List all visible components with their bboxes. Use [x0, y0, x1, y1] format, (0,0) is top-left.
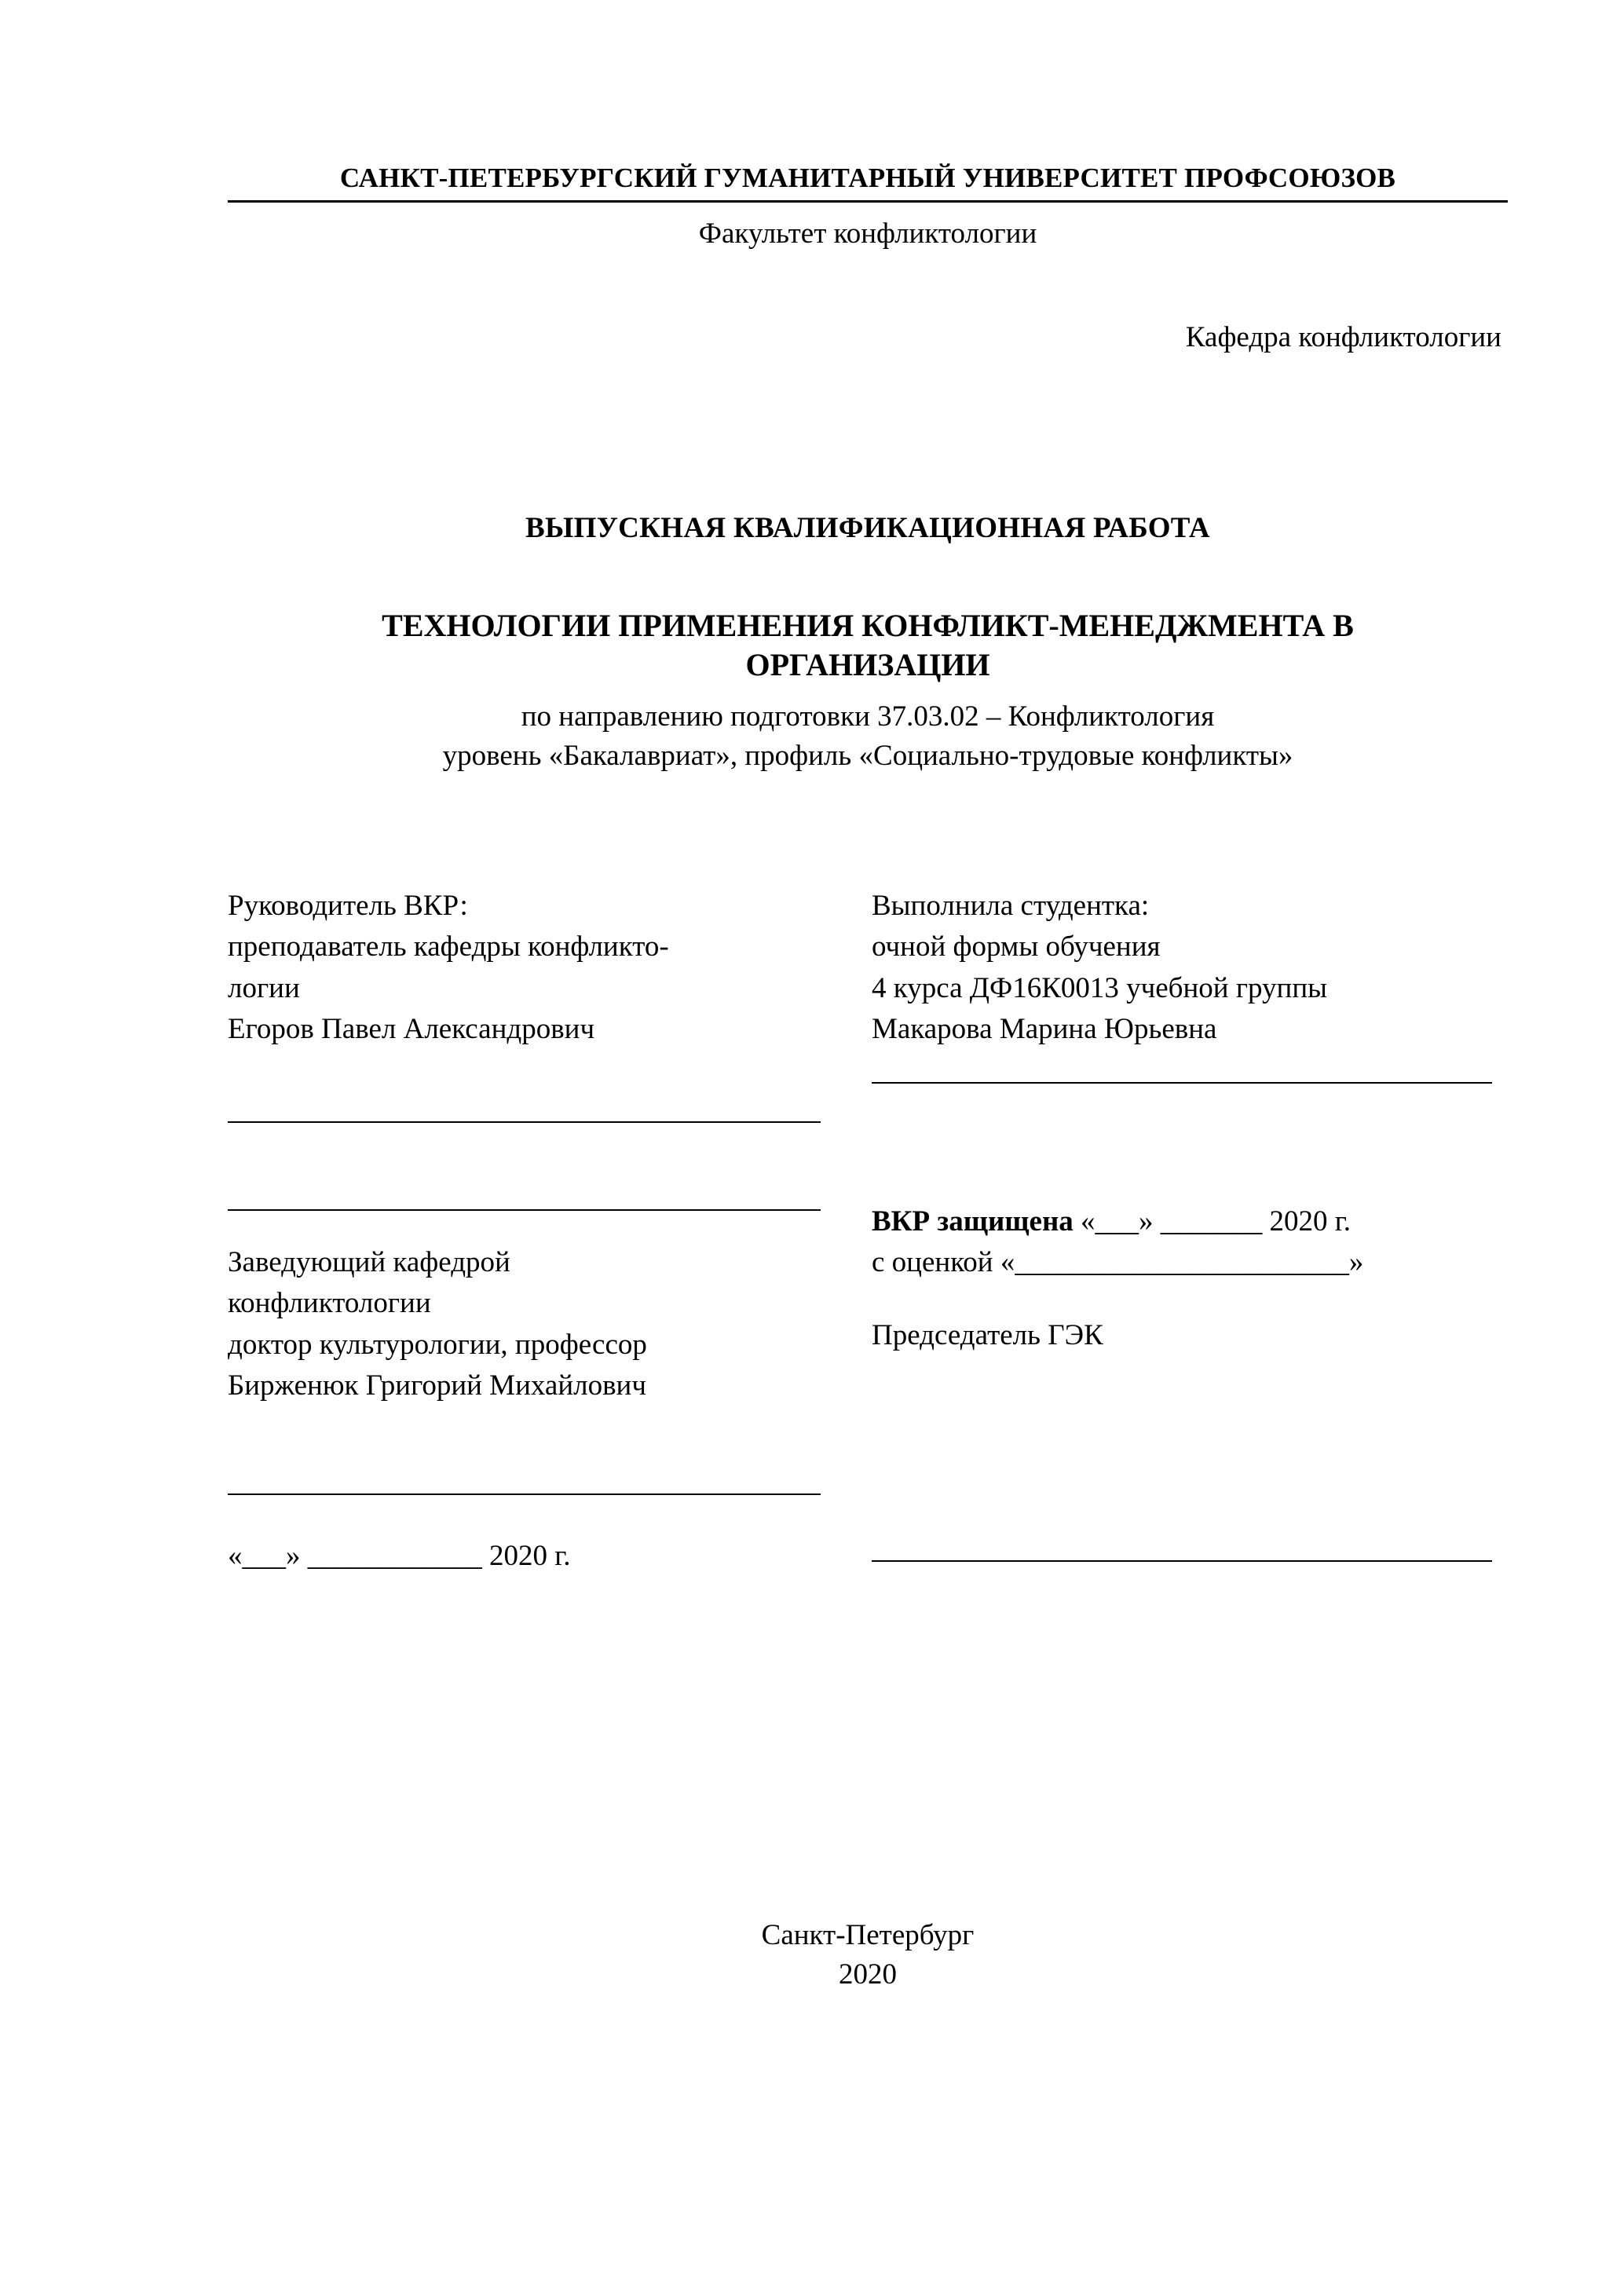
header-divider — [228, 200, 1508, 203]
supervisor-name: Егоров Павел Александрович — [228, 1013, 595, 1046]
supervisor-role-label: Руководитель ВКР: — [228, 889, 468, 922]
student-label: Выполнила студентка: — [872, 889, 1150, 922]
supervisor-position-line-1: преподаватель кафедры конфликто- — [228, 930, 669, 963]
defense-label: ВКР защищена — [872, 1205, 1074, 1238]
supervisor-position-line-2: логии — [228, 971, 300, 1004]
footer-year: 2020 — [839, 1958, 897, 1991]
student-form: очной формы обучения — [872, 930, 1161, 963]
head-of-department-line-3: доктор культурологии, профессор — [228, 1328, 647, 1361]
signature-column-right — [872, 886, 1508, 1563]
commission-chair-signature-line — [872, 1560, 1492, 1562]
document-type: ВЫПУСКНАЯ КВАЛИФИКАЦИОННАЯ РАБОТА — [525, 511, 1210, 544]
defense-date-template: «___» _______ 2020 г. — [1081, 1205, 1352, 1238]
document-footer — [228, 1916, 1508, 1994]
document-content — [228, 0, 1508, 1671]
study-level: уровень «Бакалавриат», профиль «Социально-трудовые конфликты» — [442, 739, 1293, 772]
defense-grade-line: с оценкой «_______________________» — [872, 1246, 1364, 1279]
footer-city: Санкт-Петербург — [761, 1919, 975, 1951]
university-name: САНКТ-ПЕТЕРБУРГСКИЙ ГУМАНИТАРНЫЙ УНИВЕРСИТЕТ ПРОФСОЮЗОВ — [339, 163, 1396, 193]
study-direction: по направлению подготовки 37.03.02 – Конфликтология — [521, 700, 1215, 733]
student-name: Макарова Марина Юрьевна — [872, 1013, 1217, 1046]
bottom-date-line: «___» ____________ 2020 г. — [228, 1540, 571, 1573]
defense-date-row — [872, 1201, 1508, 1243]
document-title: ТЕХНОЛОГИИ ПРИМЕНЕНИЯ КОНФЛИКТ-МЕНЕДЖМЕНТА В ОРГАНИЗАЦИИ — [382, 607, 1354, 682]
faculty-name: Факультет конфликтологии — [698, 217, 1037, 250]
head-of-department-line-1: Заведующий кафедрой — [228, 1245, 510, 1278]
head-of-department-line-2: конфликтологии — [228, 1287, 431, 1320]
department-name: Кафедра конфликтологии — [1185, 320, 1501, 353]
commission-chair-label: Председатель ГЭК — [872, 1318, 1103, 1351]
signature-area — [228, 886, 1508, 1671]
signature-column-left — [228, 886, 832, 1578]
head-of-department-name: Бирженюк Григорий Михайлович — [228, 1369, 646, 1402]
student-group: 4 курса ДФ16К0013 учебной группы — [872, 971, 1328, 1004]
